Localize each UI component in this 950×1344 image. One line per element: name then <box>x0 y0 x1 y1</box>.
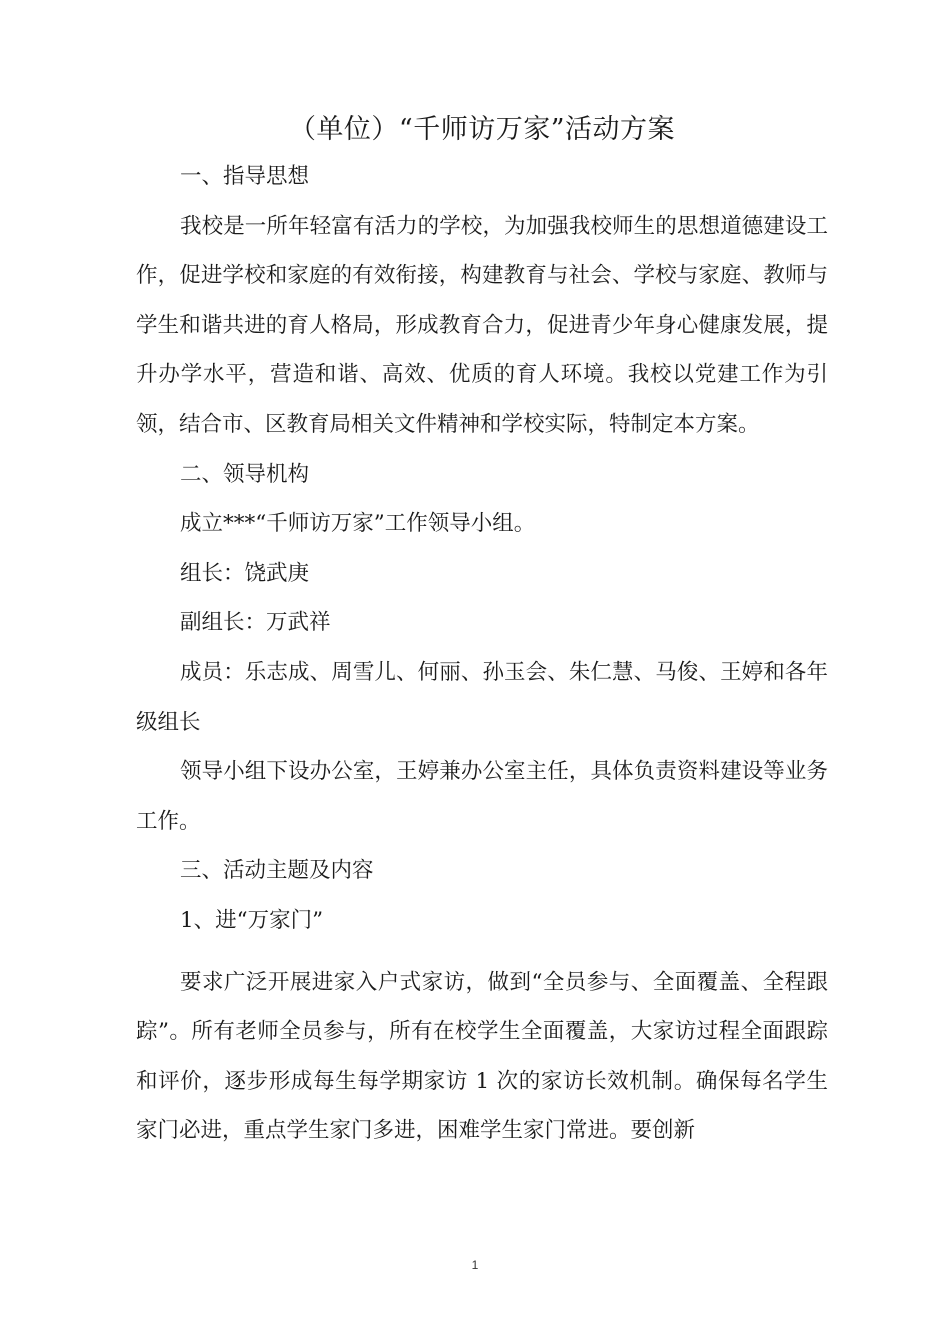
document-title: （单位）“千师访万家”活动方案 <box>288 114 676 145</box>
paragraph-home-visits: 要求广泛开展进家入户式家访，做到“全员参与、全面覆盖、全程跟踪”。所有老师全员参与，所有在校学生全面覆盖，大家访过程全面跟踪和评价，逐步形成每生每学期家访 1 次的家访长效机制。确保每名学生家门必进，重点学生家门多进，困难学生家门常进。要创新 <box>136 969 828 1144</box>
paragraph-members: 成员：乐志成、周雪儿、何丽、孙玉会、朱仁慧、马俊、王婷和各年级组长 <box>136 659 828 735</box>
section-heading-theme-content: 三、活动主题及内容 <box>180 858 374 884</box>
section-heading-guiding-ideology: 一、指导思想 <box>180 164 310 189</box>
paragraph-gap <box>136 946 828 958</box>
paragraph-leadership-group: 成立***“千师访万家”工作领导小组。 <box>180 511 536 537</box>
paragraph-guiding-ideology: 我校是一所年轻富有活力的学校，为加强我校师生的思想道德建设工作，促进学校和家庭的有效衔接，构建教育与社会、学校与家庭、教师与学生和谐共进的育人格局，形成教育合力，促进青少年身心健康发展，提升办学水平，营造和谐、高效、优质的育人环境。我校以党建工作为引领，结合市、区教育局相关文件精神和学校实际，特制定本方案。 <box>136 213 828 437</box>
subsection-heading-home-visits: 1、进“万家门” <box>180 907 324 933</box>
page-number: 1 <box>471 1258 479 1272</box>
paragraph-office: 领导小组下设办公室，王婷兼办公室主任，具体负责资料建设等业务工作。 <box>136 759 828 834</box>
document-body <box>136 108 828 1156</box>
section-heading-leadership: 二、领导机构 <box>180 461 310 487</box>
paragraph-deputy-leader: 副组长：万武祥 <box>180 610 331 636</box>
paragraph-group-leader: 组长：饶武庚 <box>180 560 310 586</box>
